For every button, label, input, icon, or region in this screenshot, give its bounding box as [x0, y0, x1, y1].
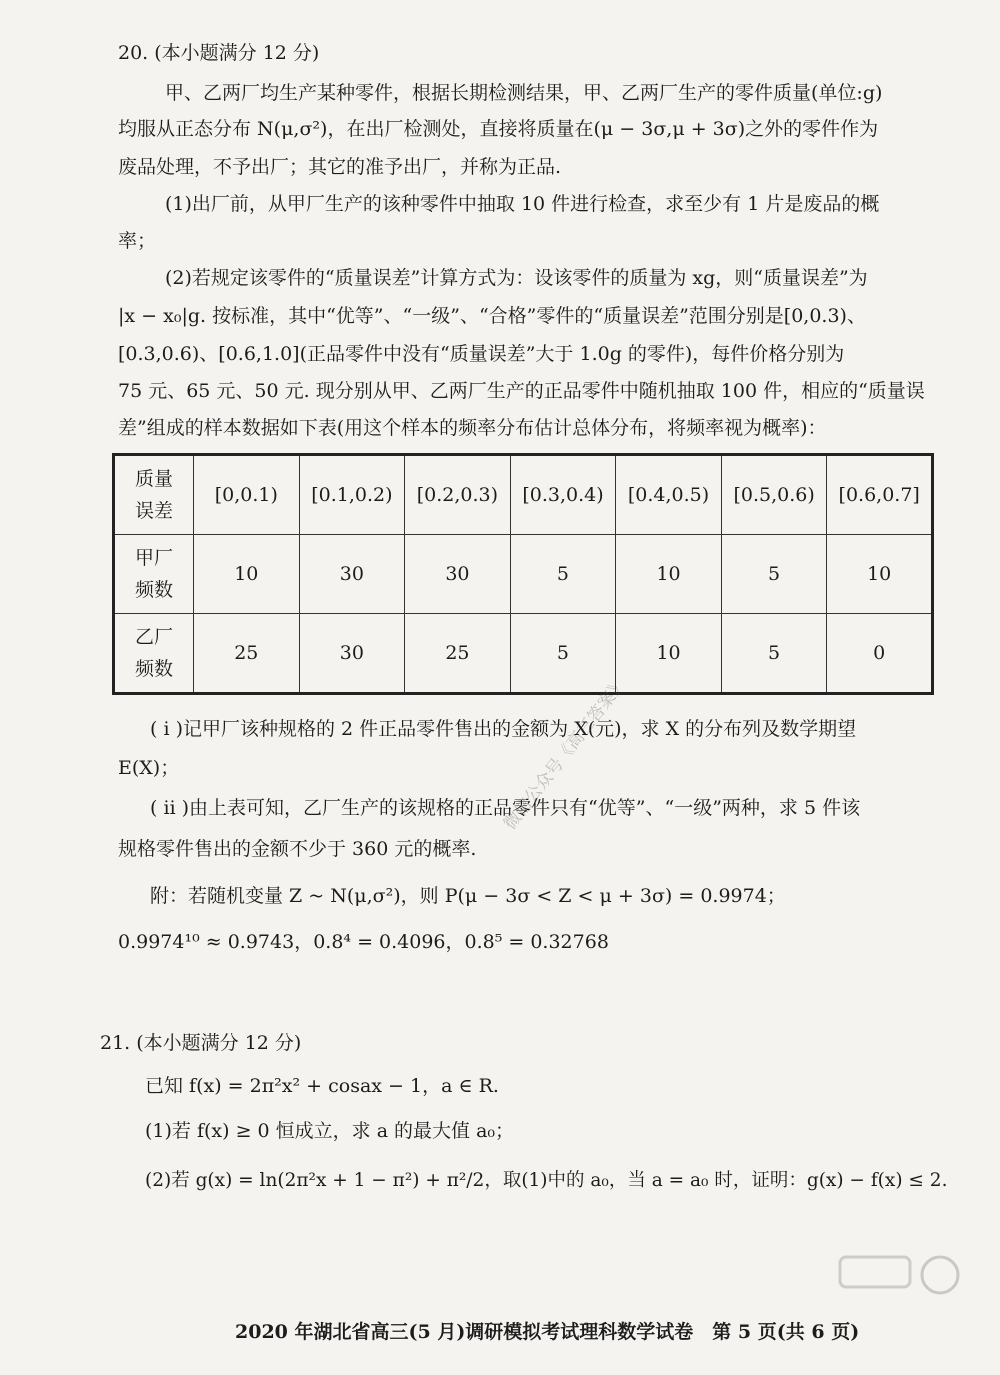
jia-frequency-cell: 10 [194, 535, 300, 614]
q20-part2-line5: 差”组成的样本数据如下表(用这个样本的频率分布估计总体分布，将频率视为概率)： [118, 417, 827, 439]
yi-frequency-cell: 30 [299, 613, 405, 693]
row-header-yi [114, 613, 194, 693]
q20-part2-line3: [0.3,0.6)、[0.6,1.0](正品零件中没有“质量误差”大于 1.0g 的零件)，每件价格分别为 [118, 343, 845, 365]
yi-frequency-cell: 5 [510, 613, 616, 693]
jia-frequency-cell: 10 [827, 535, 933, 614]
interval-cell: [0.4,0.5) [616, 455, 722, 535]
q20-sub-ii-line1: ( ⅱ )由上表可知，乙厂生产的该规格的正品零件只有“优等”、“一级”两种，求 5 件该 [150, 797, 861, 819]
logo-icon [820, 1245, 970, 1335]
q20-part1-line2: 率； [118, 230, 157, 252]
table-row [114, 613, 933, 693]
table-row [114, 455, 933, 535]
row-header-line: 频数 [134, 578, 173, 601]
row-header-line: 误差 [134, 500, 173, 523]
jia-frequency-cell: 5 [721, 535, 827, 614]
interval-cell: [0.6,0.7] [827, 455, 933, 535]
row-header-jia [114, 535, 194, 614]
q21-given: 已知 f(x) = 2π²x² + cosax − 1，a ∈ R. [145, 1075, 499, 1097]
q20-sub-i-line1: ( ⅰ )记甲厂该种规格的 2 件正品零件售出的金额为 X(元)，求 X 的分布列及数学期望 [150, 718, 857, 740]
row-header-line: 质量 [134, 467, 173, 490]
jia-frequency-cell: 10 [616, 535, 722, 614]
yi-frequency-cell: 25 [194, 613, 300, 693]
q20-sub-ii-line2: 规格零件售出的金额不少于 360 元的概率. [118, 838, 477, 860]
q20-sub-i-line2: E(X)； [118, 757, 180, 779]
quality-error-table [112, 453, 934, 695]
q21-part1: (1)若 f(x) ≥ 0 恒成立，求 a 的最大值 a₀； [145, 1120, 515, 1142]
watermark-text: 微信公众号《高三答案》 [500, 674, 631, 834]
yi-frequency-cell: 25 [405, 613, 511, 693]
jia-frequency-cell: 30 [405, 535, 511, 614]
brand-watermark-logo [820, 1245, 970, 1335]
jia-frequency-cell: 5 [510, 535, 616, 614]
interval-cell: [0.1,0.2) [299, 455, 405, 535]
interval-cell: [0.3,0.4) [510, 455, 616, 535]
q20-header: 20. (本小题满分 12 分) [118, 42, 320, 64]
row-header-quality-error [114, 455, 194, 535]
table-row [114, 535, 933, 614]
q20-paragraph-2: 均服从正态分布 N(μ,σ²)，在出厂检测处，直接将质量在(μ − 3σ,μ + 3σ)之外的零件作为 [118, 118, 879, 140]
q20-note-line1: 附：若随机变量 Z ~ N(μ,σ²)，则 P(μ − 3σ < Z < μ + 3σ) = 0.9974； [150, 885, 786, 907]
yi-frequency-cell: 5 [721, 613, 827, 693]
q20-part1-line1: (1)出厂前，从甲厂生产的该种零件中抽取 10 件进行检查，求至少有 1 片是废品的概 [165, 193, 880, 215]
q20-paragraph-3: 废品处理，不予出厂；其它的准予出厂，并称为正品. [118, 156, 562, 178]
interval-cell: [0.5,0.6) [721, 455, 827, 535]
row-header-line: 甲厂 [134, 546, 173, 569]
yi-frequency-cell: 0 [827, 613, 933, 693]
q20-note-line2: 0.9974¹⁰ ≈ 0.9743，0.8⁴ = 0.4096，0.8⁵ = 0.32768 [118, 931, 609, 953]
q20-part2-line2: |x − x₀|g. 按标准，其中“优等”、“一级”、“合格”零件的“质量误差”范围分别是[0,0.3)、 [118, 305, 866, 327]
jia-frequency-cell: 30 [299, 535, 405, 614]
q20-part2-line1: (2)若规定该零件的“质量误差”计算方式为：设该零件的质量为 xg，则“质量误差”为 [165, 267, 868, 289]
q20-part2-line4: 75 元、65 元、50 元. 现分别从甲、乙两厂生产的正品零件中随机抽取 100 件，相应的“质量误 [118, 380, 925, 402]
q21-part2: (2)若 g(x) = ln(2π²x + 1 − π²) + π²/2，取(1)中的 a₀，当 a = a₀ 时，证明：g(x) − f(x) ≤ 2. [145, 1170, 948, 1191]
row-header-line: 乙厂 [134, 625, 173, 648]
page-footer: 2020 年湖北省高三(5 月)调研模拟考试理科数学试卷 第 5 页(共 6 页) [235, 1321, 860, 1343]
interval-cell: [0,0.1) [194, 455, 300, 535]
interval-cell: [0.2,0.3) [405, 455, 511, 535]
yi-frequency-cell: 10 [616, 613, 722, 693]
q20-paragraph-1: 甲、乙两厂均生产某种零件，根据长期检测结果，甲、乙两厂生产的零件质量(单位:g) [165, 82, 883, 104]
q21-header: 21. (本小题满分 12 分) [100, 1032, 302, 1054]
row-header-line: 频数 [134, 657, 173, 680]
